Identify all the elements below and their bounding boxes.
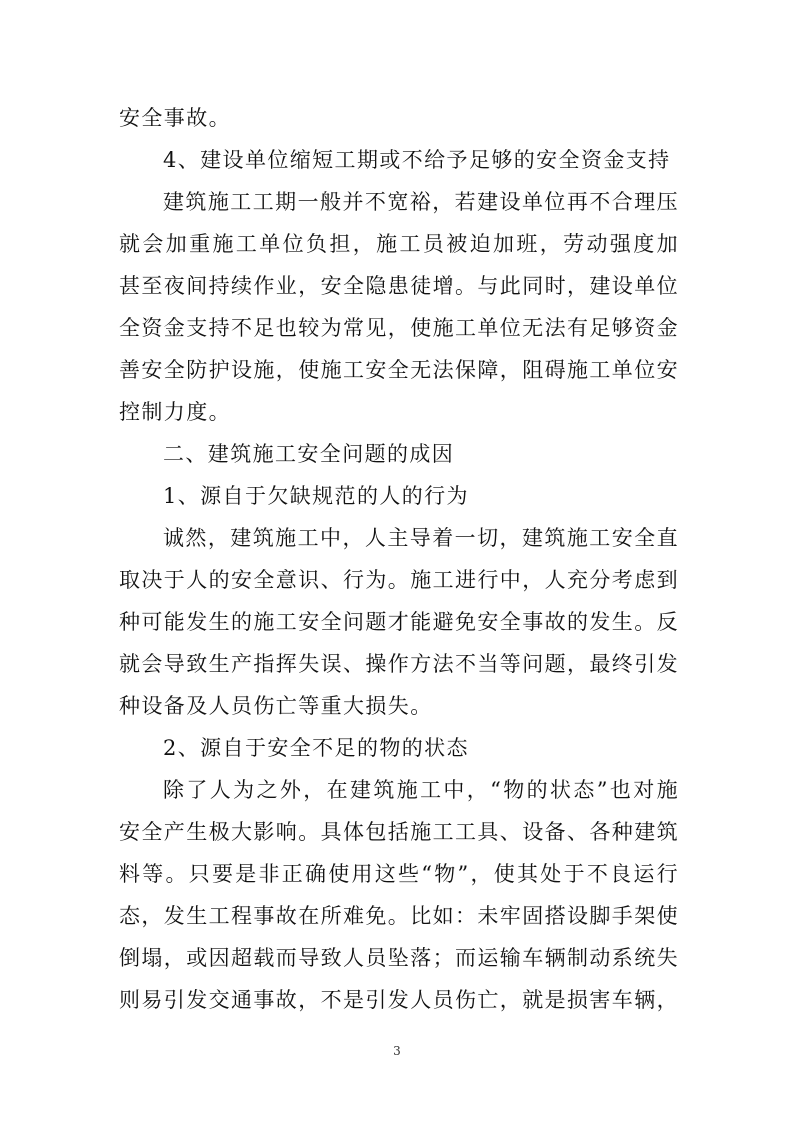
text-line: 取决于人的安全意识、行为。施工进行中，人充分考虑到 <box>119 568 679 592</box>
text-line: 诚然，建筑施工中，人主导着一切，建筑施工安全直 <box>163 526 679 550</box>
text-line: 控制力度。 <box>119 400 231 424</box>
text-line: 就会导致生产指挥失误、操作方法不当等问题，最终引发 <box>119 652 679 676</box>
text-line: 全资金支持不足也较为常见，使施工单位无法有足够资金 <box>119 316 679 340</box>
chapter-heading: 二、建筑施工安全问题的成因 <box>163 442 455 466</box>
text-line: 种可能发生的施工安全问题才能避免安全事故的发生。反 <box>119 610 679 634</box>
text-line: 则易引发交通事故，不是引发人员伤亡，就是损害车辆， <box>119 988 679 1012</box>
text-line: 料等。只要是非正确使用这些“物”，使其处于不良运行 <box>119 862 679 886</box>
text-line: 安全产生极大影响。具体包括施工工具、设备、各种建筑 <box>119 820 679 844</box>
section-heading: 2、源自于安全不足的物的状态 <box>163 736 469 760</box>
text-line: 除了人为之外，在建筑施工中，“物的状态”也对施 <box>163 778 679 802</box>
section-heading: 4、建设单位缩短工期或不给予足够的安全资金支持 <box>163 148 671 172</box>
page-number: 3 <box>393 1044 401 1058</box>
text-line: 就会加重施工单位负担，施工员被迫加班，劳动强度加 <box>119 232 679 256</box>
body-text <box>119 97 679 1021</box>
section-heading: 1、源自于欠缺规范的人的行为 <box>163 484 469 508</box>
text-line: 种设备及人员伤亡等重大损失。 <box>119 694 433 718</box>
text-line: 建筑施工工期一般并不宽裕，若建设单位再不合理压 <box>163 190 679 214</box>
text-line: 倒塌，或因超载而导致人员坠落；而运输车辆制动系统失 <box>119 946 679 970</box>
text-line: 态，发生工程事故在所难免。比如：未牢固搭设脚手架使 <box>119 904 679 928</box>
text-line: 甚至夜间持续作业，安全隐患徒增。与此同时，建设单位 <box>119 274 679 298</box>
text-line: 安全事故。 <box>119 106 231 130</box>
text-line: 善安全防护设施，使施工安全无法保障，阻碍施工单位安 <box>119 358 679 382</box>
